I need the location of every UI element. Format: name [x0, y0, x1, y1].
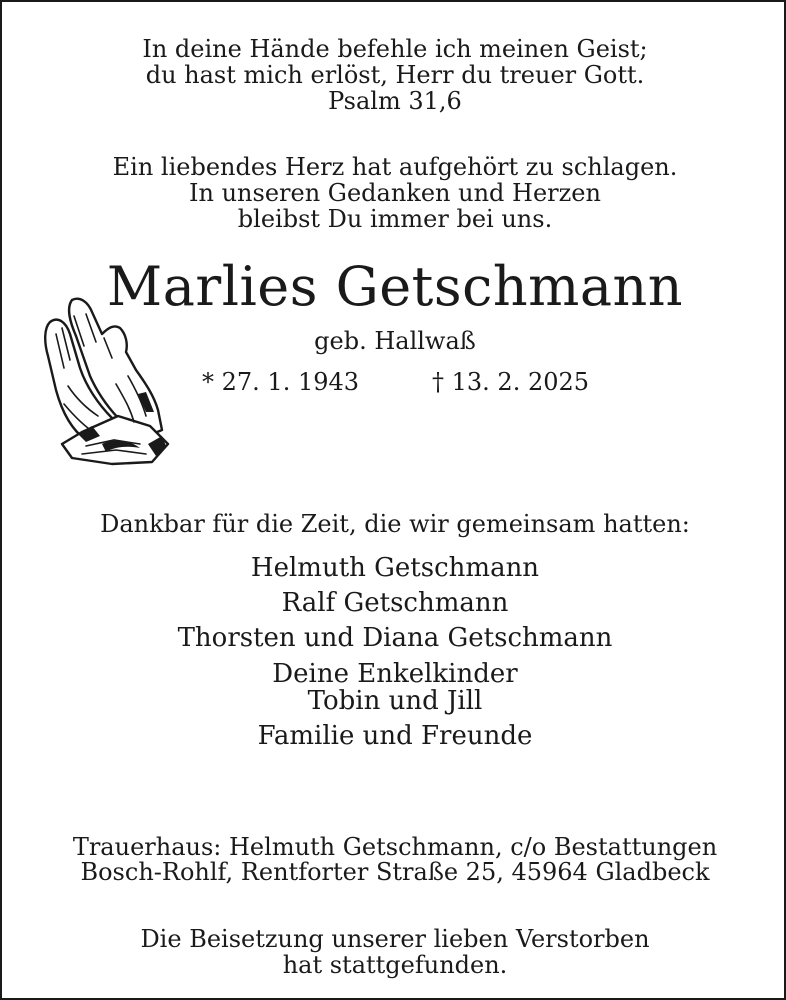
funeral-line-1: Die Beisetzung unserer lieben Verstorben: [140, 925, 650, 953]
birth-date: * 27. 1. 1943: [202, 368, 360, 396]
mourners-intro: Dankbar für die Zeit, die wir gemeinsam hatten:: [100, 510, 690, 538]
verse-line-1: In deine Hände befehle ich meinen Geist;: [142, 35, 648, 63]
tribute-line-1: Ein liebendes Herz hat aufgehört zu schlagen.: [112, 153, 678, 181]
funeral-line-2: hat stattgefunden.: [282, 951, 508, 979]
verse-line-2: du hast mich erlöst, Herr du treuer Gott.: [145, 61, 645, 89]
mourner-name: Deine Enkelkinder: [272, 659, 518, 689]
death-date: † 13. 2. 2025: [432, 368, 590, 396]
mourner-name: Tobin und Jill: [307, 686, 483, 716]
mourner-name: Helmuth Getschmann: [250, 553, 540, 583]
maiden-name: geb. Hallwaß: [314, 327, 476, 355]
deceased-name: Marlies Getschmann: [106, 255, 684, 318]
mourner-name: Thorsten und Diana Getschmann: [177, 623, 613, 653]
address-line-2: Bosch-Rohlf, Rentforter Straße 25, 45964 Gladbeck: [80, 858, 710, 886]
mourner-name: Familie und Freunde: [257, 721, 533, 751]
tribute-line-3: bleibst Du immer bei uns.: [237, 205, 553, 233]
address-line-1: Trauerhaus: Helmuth Getschmann, c/o Bestattungen: [72, 833, 718, 861]
tribute-line-2: In unseren Gedanken und Herzen: [189, 179, 601, 207]
mourner-name: Ralf Getschmann: [281, 588, 509, 618]
praying-hands-icon: [42, 294, 174, 466]
verse-reference: Psalm 31,6: [328, 87, 462, 115]
